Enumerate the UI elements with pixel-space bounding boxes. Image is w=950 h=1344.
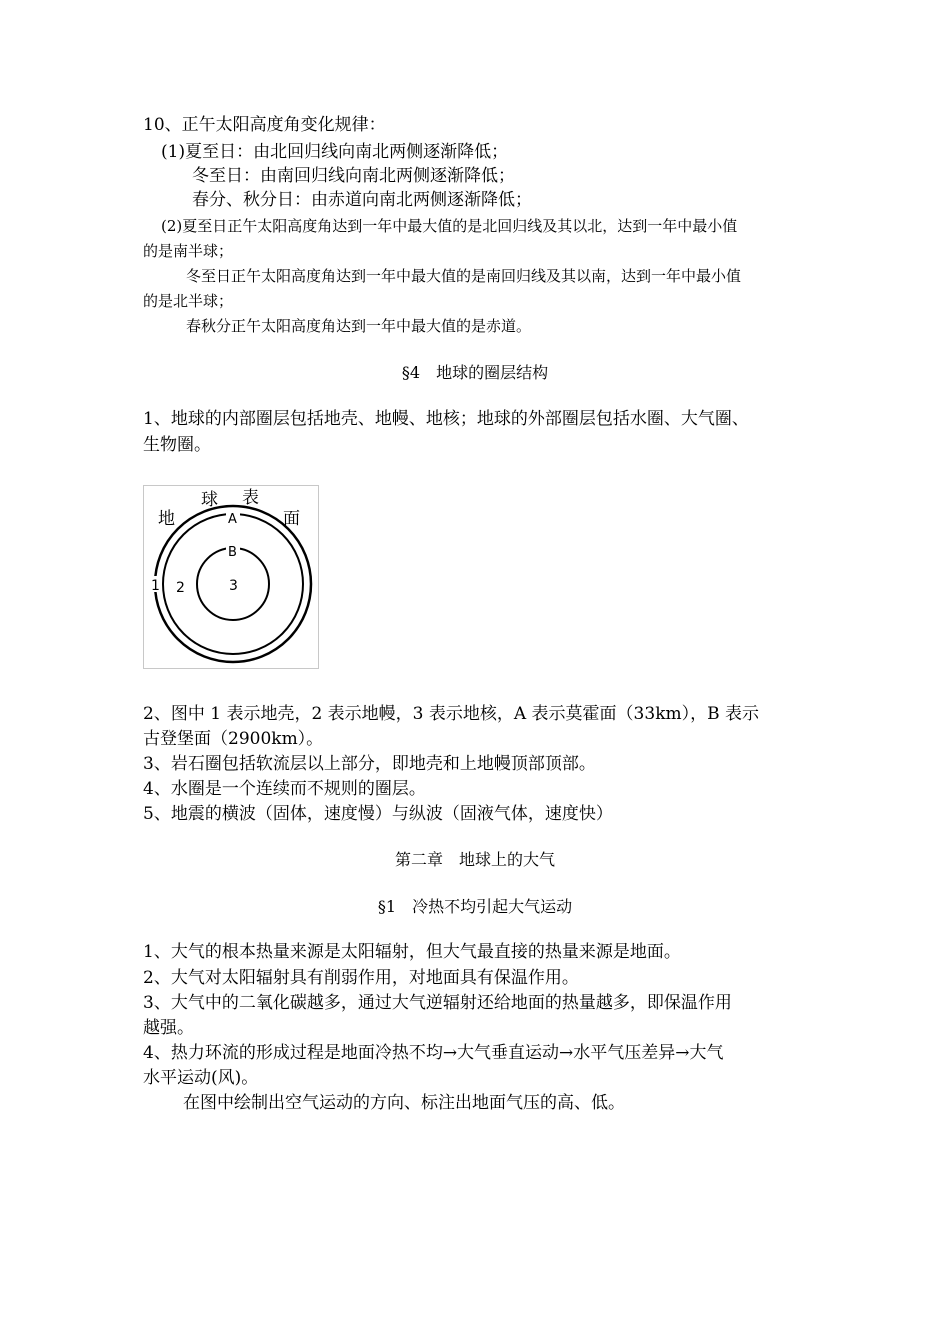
ch2-item1: 1、大气的根本热量来源是太阳辐射，但大气最直接的热量来源是地面。: [143, 942, 681, 962]
winter-solstice-rule: 冬至日：由南回归线向南北两侧逐渐降低；: [192, 166, 515, 186]
summer-max-min-line2: 的是南半球；: [143, 242, 234, 260]
ch2-item3-line1: 3、大气中的二氧化碳越多，通过大气逆辐射还给地面的热量越多，即保温作用: [143, 993, 732, 1013]
equinox-max-line: 春秋分正午太阳高度角达到一年中最大值的是赤道。: [186, 317, 532, 335]
sec4-item1-line2: 生物圈。: [143, 435, 211, 455]
sec4-item3: 3、岩石圈包括软流层以上部分，即地壳和上地幔顶部顶部。: [143, 754, 596, 774]
label-b: B: [228, 545, 237, 560]
label-1: 1: [151, 578, 160, 594]
ch2-item4-instruction: 在图中绘制出空气运动的方向、标注出地面气压的高、低。: [183, 1093, 625, 1113]
ch2-item4-line1: 4、热力环流的形成过程是地面冷热不均→大气垂直运动→水平气压差异→大气: [143, 1043, 724, 1063]
sec4-item5: 5、地震的横波（固体，速度慢）与纵波（固液气体，速度快）: [143, 804, 613, 824]
earth-layers-figure: [143, 485, 319, 669]
ch2-item2: 2、大气对太阳辐射具有削弱作用，对地面具有保温作用。: [143, 968, 579, 988]
equinox-rule: 春分、秋分日：由赤道向南北两侧逐渐降低；: [192, 190, 532, 210]
label-di: 地: [158, 509, 175, 529]
label-3: 3: [229, 578, 238, 594]
sec4-item1-line1: 1、地球的内部圈层包括地壳、地幔、地核；地球的外部圈层包括水圈、大气圈、: [143, 409, 749, 429]
winter-max-min-line1: 冬至日正午太阳高度角达到一年中最大值的是南回归线及其以南，达到一年中最小值: [186, 267, 742, 285]
ch2-item3-line2: 越强。: [143, 1018, 194, 1038]
winter-max-min-line2: 的是北半球；: [143, 292, 234, 310]
sec4-item2-line2: 古登堡面（2900km）。: [143, 729, 324, 749]
label-biao: 表: [242, 488, 259, 508]
summer-max-min-line1: (2)夏至日正午太阳高度角达到一年中最大值的是北回归线及其以北，达到一年中最小值: [161, 217, 738, 235]
summer-solstice-rule: (1)夏至日：由北回归线向南北两侧逐渐降低；: [161, 142, 509, 162]
label-a: A: [228, 512, 237, 527]
section10-heading: 10、正午太阳高度角变化规律：: [143, 115, 386, 135]
section4-title: §4 地球的圈层结构: [401, 363, 549, 382]
earth-layers-diagram: [144, 486, 318, 668]
sec4-item2-line1: 2、图中 1 表示地壳，2 表示地幔，3 表示地核，A 表示莫霍面（33km），B 表示: [143, 704, 760, 724]
label-mian: 面: [283, 509, 300, 529]
ch2-item4-line2: 水平运动(风)。: [143, 1068, 259, 1088]
label-qiu: 球: [201, 490, 218, 510]
chapter2-title: 第二章 地球上的大气: [394, 850, 555, 869]
label-2: 2: [176, 580, 185, 596]
sec4-item4: 4、水圈是一个连续而不规则的圈层。: [143, 779, 426, 799]
chapter2-section1-title: §1 冷热不均引起大气运动: [377, 897, 573, 916]
